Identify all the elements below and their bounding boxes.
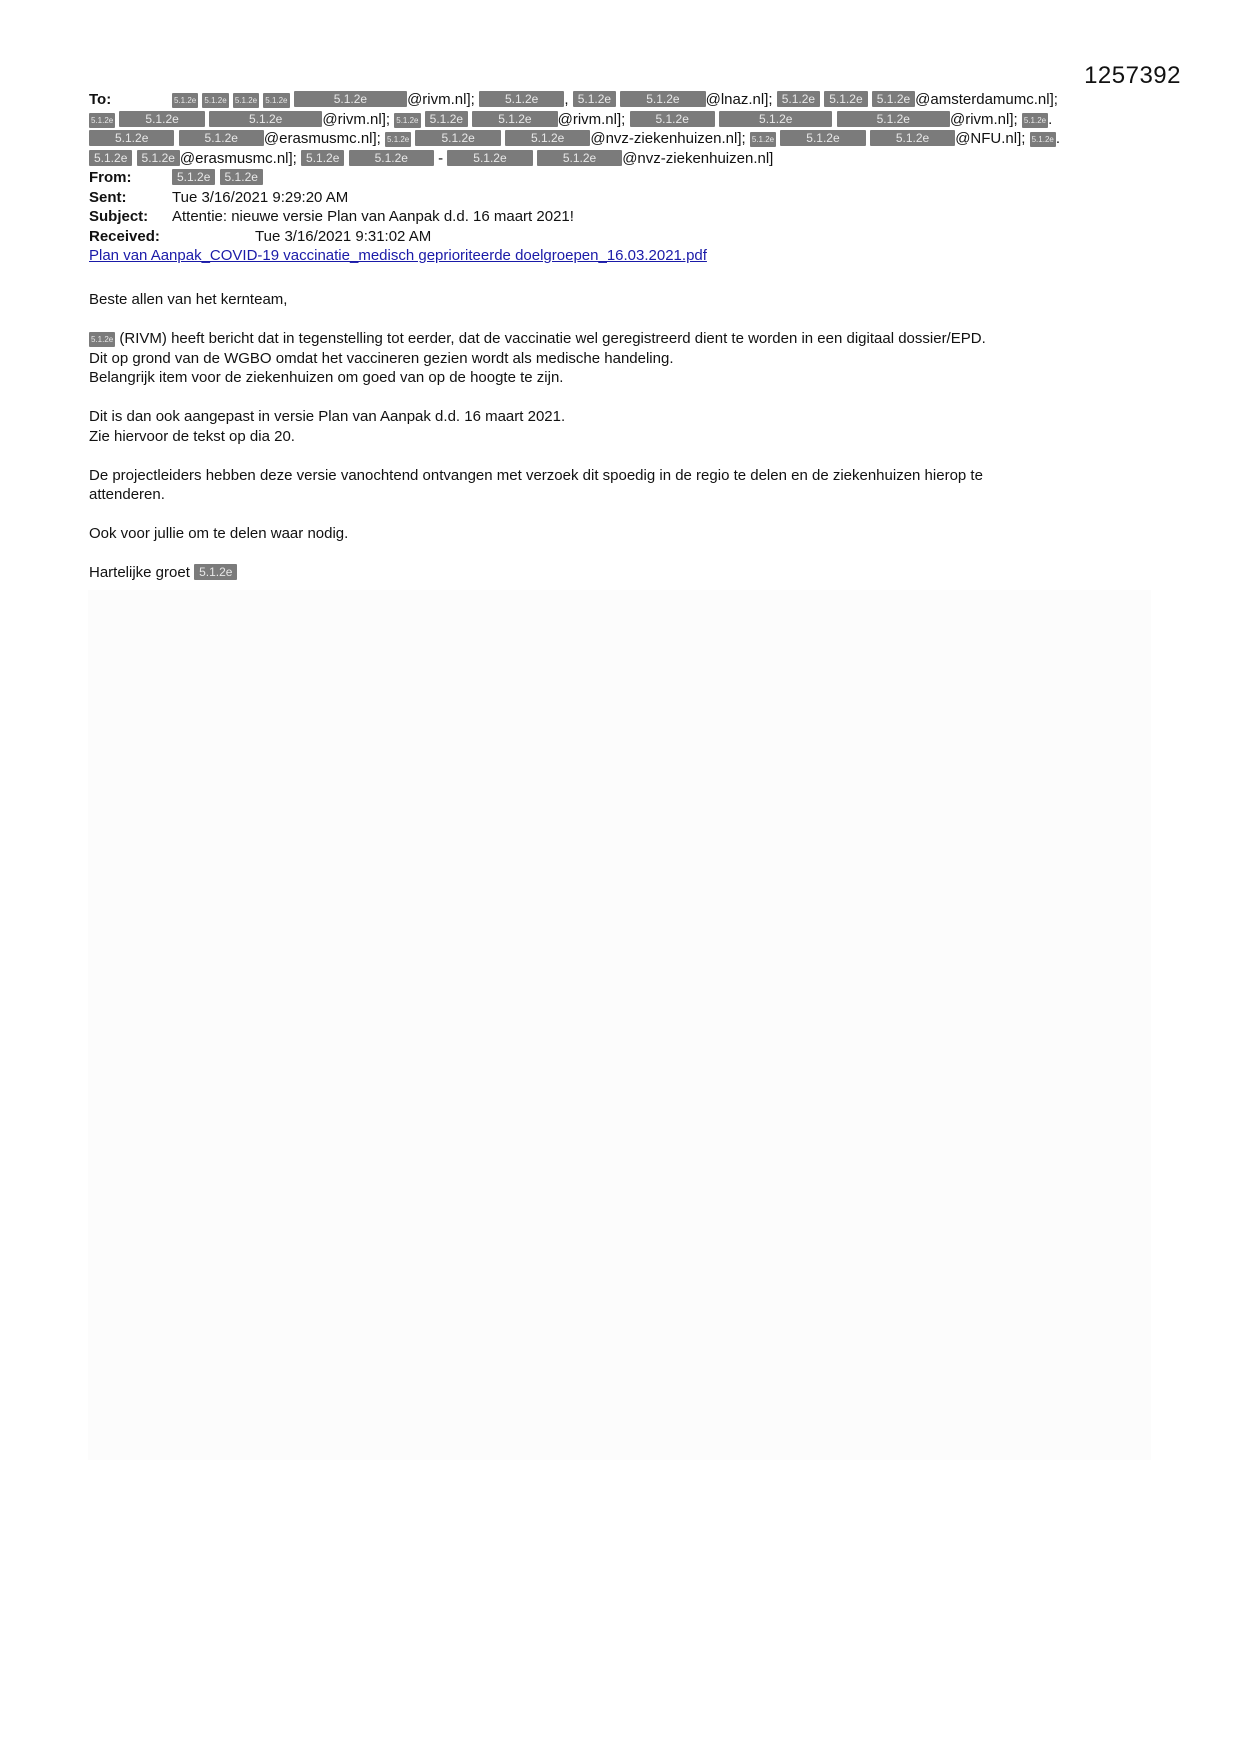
paragraph-3-line-2: attenderen. bbox=[89, 486, 165, 503]
recipient-domain: @amsterdamumc.nl]; bbox=[915, 91, 1058, 108]
redaction: 5.1.2e bbox=[780, 130, 865, 146]
redaction: 5.1.2e bbox=[719, 111, 832, 127]
received-value: Tue 3/16/2021 9:31:02 AM bbox=[255, 227, 432, 245]
to-line-1 bbox=[172, 90, 1058, 110]
redaction: 5.1.2e bbox=[233, 93, 259, 108]
received-label: Received: bbox=[89, 227, 160, 245]
redaction: 5.1.2e bbox=[537, 150, 622, 166]
from-label: From: bbox=[89, 169, 132, 186]
to-label: To: bbox=[89, 91, 112, 108]
attachment-link[interactable]: Plan van Aanpak_COVID-19 vaccinatie_medisch geprioriteerde doelgroepen_16.03.2021.pdf bbox=[89, 247, 707, 264]
paragraph-1-line-2: Dit op grond van de WGBO omdat het vaccineren gezien wordt als medische handeling. bbox=[89, 349, 674, 367]
redaction: 5.1.2e bbox=[89, 113, 115, 128]
to-line-2 bbox=[89, 110, 1052, 130]
paragraph-2 bbox=[89, 407, 1149, 446]
redaction: 5.1.2e bbox=[415, 130, 500, 146]
sent-label: Sent: bbox=[89, 188, 127, 206]
redaction: 5.1.2e bbox=[89, 150, 132, 166]
recipient-domain: @nvz-ziekenhuizen.nl] bbox=[622, 149, 774, 167]
redaction: 5.1.2e bbox=[89, 332, 115, 347]
from-value bbox=[172, 168, 263, 188]
redaction: 5.1.2e bbox=[447, 150, 532, 166]
sent-value: Tue 3/16/2021 9:29:20 AM bbox=[172, 188, 349, 206]
redaction: 5.1.2e bbox=[89, 130, 174, 146]
redaction: 5.1.2e bbox=[630, 111, 715, 127]
recipient-domain: @lnaz.nl]; bbox=[705, 91, 773, 108]
redaction: 5.1.2e bbox=[209, 111, 322, 127]
paragraph-1-line-1 bbox=[89, 329, 1149, 349]
paragraph-3 bbox=[89, 466, 1149, 505]
redaction: 5.1.2e bbox=[777, 91, 820, 107]
redaction: 5.1.2e bbox=[479, 91, 564, 107]
redaction: 5.1.2e bbox=[294, 91, 407, 107]
redaction: 5.1.2e bbox=[179, 130, 264, 146]
redaction: 5.1.2e bbox=[425, 111, 468, 127]
paragraph-1 bbox=[89, 329, 1149, 388]
recipient-domain: @erasmusmc.nl]; bbox=[179, 149, 297, 167]
separator: . bbox=[1048, 110, 1053, 128]
redaction: 5.1.2e bbox=[172, 169, 215, 185]
redaction: 5.1.2e bbox=[573, 91, 616, 107]
closing-text: Hartelijke groet bbox=[89, 564, 190, 581]
redaction: 5.1.2e bbox=[172, 93, 198, 108]
redaction: 5.1.2e bbox=[620, 91, 705, 107]
background-panel bbox=[88, 590, 1151, 1460]
subject-label: Subject: bbox=[89, 208, 149, 225]
redaction: 5.1.2e bbox=[1022, 113, 1048, 128]
redaction: 5.1.2e bbox=[872, 91, 915, 107]
sent-row bbox=[89, 188, 1169, 208]
recipient-domain: @nvz-ziekenhuizen.nl]; bbox=[590, 130, 746, 147]
recipient-domain: @rivm.nl]; bbox=[949, 110, 1018, 128]
recipient-domain: @rivm.nl]; bbox=[557, 110, 626, 128]
received-row bbox=[89, 227, 1169, 247]
recipient-domain: @rivm.nl]; bbox=[407, 91, 475, 108]
separator: - bbox=[438, 149, 444, 167]
recipient-domain: @rivm.nl]; bbox=[322, 110, 391, 128]
paragraph-4: Ook voor jullie om te delen waar nodig. bbox=[89, 525, 349, 542]
redaction: 5.1.2e bbox=[1030, 132, 1056, 147]
redaction: 5.1.2e bbox=[119, 111, 204, 127]
to-line-4 bbox=[89, 149, 773, 169]
separator: , bbox=[564, 91, 569, 108]
redaction: 5.1.2e bbox=[870, 130, 955, 146]
separator: . bbox=[1055, 130, 1061, 147]
document-number: 1257392 bbox=[1084, 62, 1181, 89]
paragraph-2-line-1: Dit is dan ook aangepast in versie Plan van Aanpak d.d. 16 maart 2021. bbox=[89, 408, 566, 425]
closing bbox=[89, 563, 1149, 583]
redaction: 5.1.2e bbox=[505, 130, 590, 146]
redaction: 5.1.2e bbox=[301, 150, 344, 166]
redaction: 5.1.2e bbox=[472, 111, 557, 127]
paragraph-3-line-1: De projectleiders hebben deze versie vanochtend ontvangen met verzoek dit spoedig in de regio te delen en de ziekenhuizen hierop te bbox=[89, 466, 983, 484]
redaction: 5.1.2e bbox=[750, 132, 776, 147]
greeting: Beste allen van het kernteam, bbox=[89, 291, 288, 308]
redaction: 5.1.2e bbox=[394, 113, 420, 128]
subject-value: Attentie: nieuwe versie Plan van Aanpak d.d. 16 maart 2021! bbox=[172, 208, 574, 225]
redaction: 5.1.2e bbox=[263, 93, 289, 108]
redaction: 5.1.2e bbox=[824, 91, 867, 107]
paragraph-2-line-2: Zie hiervoor de tekst op dia 20. bbox=[89, 427, 295, 445]
redaction: 5.1.2e bbox=[194, 564, 237, 580]
redaction: 5.1.2e bbox=[202, 93, 228, 108]
paragraph-1-line-3: Belangrijk item voor de ziekenhuizen om goed van op de hoogte te zijn. bbox=[89, 369, 564, 386]
recipient-domain: @NFU.nl]; bbox=[955, 130, 1026, 147]
attachment-row bbox=[89, 246, 1169, 266]
redaction: 5.1.2e bbox=[349, 150, 434, 166]
subject-row bbox=[89, 207, 1169, 227]
redaction: 5.1.2e bbox=[220, 169, 263, 185]
paragraph-text: (RIVM) heeft bericht dat in tegenstelling tot eerder, dat de vaccinatie wel geregistreerd dient te worden in een digitaal dossier/EPD. bbox=[119, 330, 986, 347]
redaction: 5.1.2e bbox=[837, 111, 950, 127]
redaction: 5.1.2e bbox=[137, 150, 180, 166]
from-row bbox=[89, 168, 1169, 188]
recipient-domain: @erasmusmc.nl]; bbox=[263, 130, 381, 147]
email-body bbox=[89, 290, 1149, 602]
to-line-3 bbox=[89, 129, 1060, 149]
redaction: 5.1.2e bbox=[385, 132, 411, 147]
